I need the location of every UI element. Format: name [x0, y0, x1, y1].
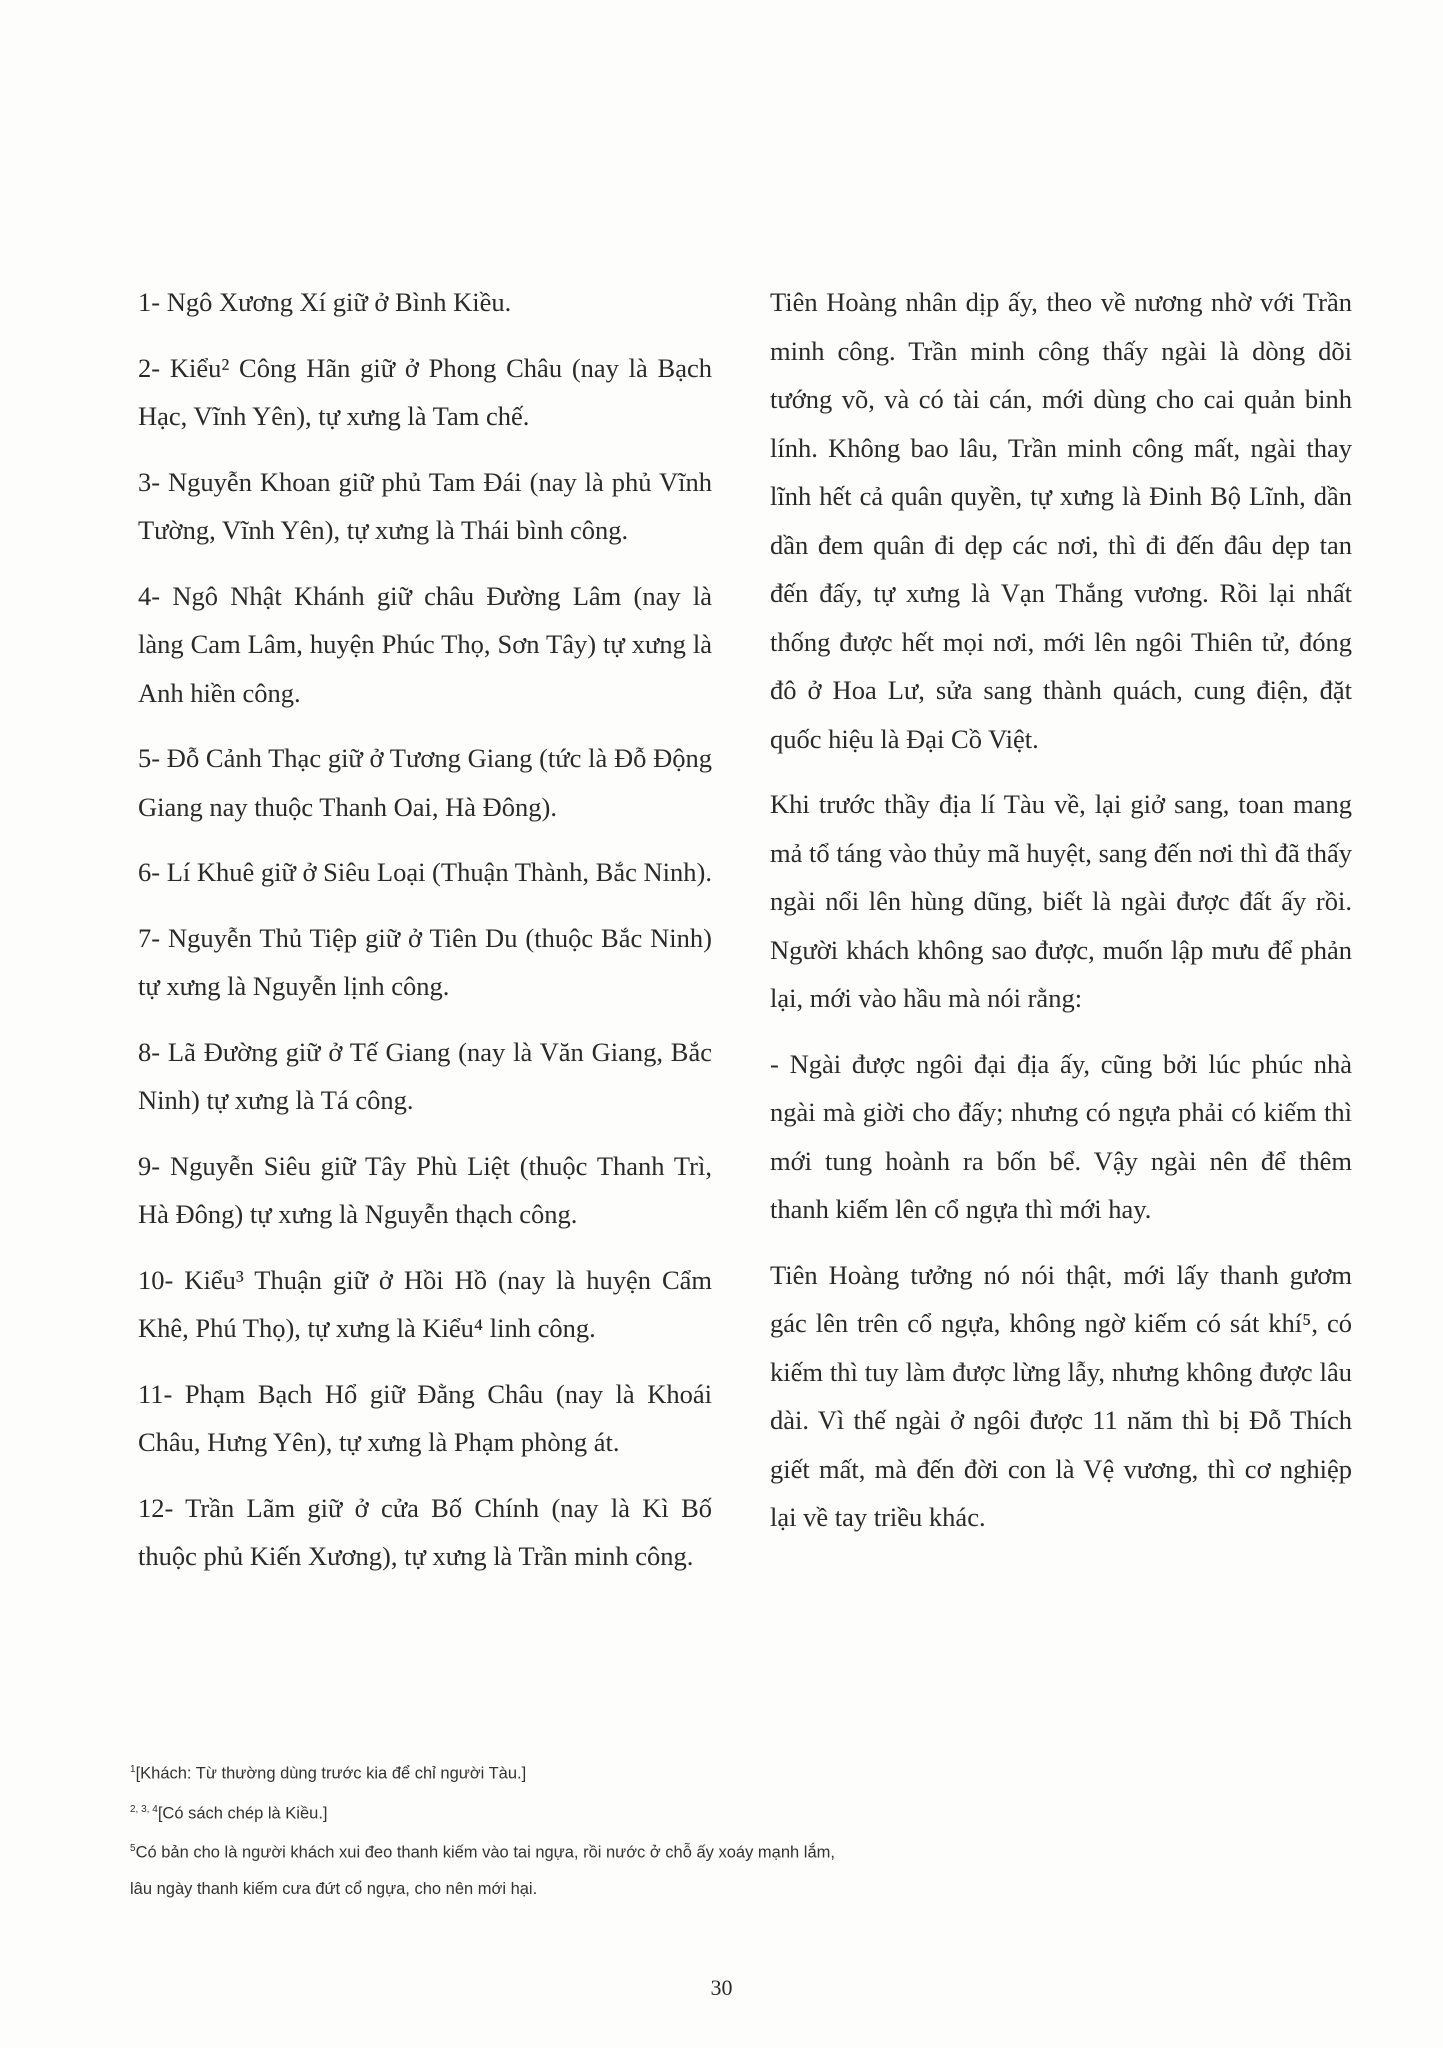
list-item: 10- Kiểu³ Thuận giữ ở Hồi Hồ (nay là huyện Cẩm Khê, Phú Thọ), tự xưng là Kiểu⁴ linh công. [138, 1264, 712, 1343]
list-item: 12- Trần Lãm giữ ở cửa Bố Chính (nay là Kì Bố thuộc phủ Kiến Xương), tự xưng là Trần minh công. [138, 1492, 712, 1571]
list-item: 11- Phạm Bạch Hổ giữ Đằng Châu (nay là Khoái Châu, Hưng Yên), tự xưng là Phạm phòng át. [138, 1378, 712, 1457]
list-item: 8- Lã Đường giữ ở Tế Giang (nay là Văn Giang, Bắc Ninh) tự xưng là Tá công. [138, 1036, 712, 1115]
footnote-text: [Khách: Từ thường dùng trước kia để chỉ người Tàu.] [135, 1764, 527, 1783]
page-number: 30 [710, 1975, 733, 2000]
footnote-mark: 5 [130, 1843, 136, 1854]
footnote-text: lâu ngày thanh kiếm cưa đứt cổ ngựa, cho nên mới hại. [130, 1879, 538, 1898]
footnote-text: Có bản cho là người khách xui đeo thanh kiếm vào tai ngựa, rồi nước ở chỗ ấy xoáy mạnh lắm, [135, 1843, 835, 1862]
footnote-mark: 1 [130, 1764, 136, 1775]
list-item: 4- Ngô Nhật Khánh giữ châu Đường Lâm (nay là làng Cam Lâm, huyện Phúc Thọ, Sơn Tây) tự xưng là Anh hiền công. [138, 580, 712, 708]
list-item: 2- Kiểu² Công Hãn giữ ở Phong Châu (nay là Bạch Hạc, Vĩnh Yên), tự xưng là Tam chế. [138, 352, 712, 431]
list-item: 5- Đỗ Cảnh Thạc giữ ở Tương Giang (tức là Đỗ Động Giang nay thuộc Thanh Oai, Hà Đông). [138, 743, 712, 822]
paragraph: Khi trước thầy địa lí Tàu về, lại giở sang, toan mang mả tổ táng vào thủy mã huyệt, sang đến nơi thì đã thấy ngài nổi lên hùng dũng, biết là ngài được đất ấy rồi. Người khách không sao được, muốn lập mưu để phản lại, mới vào hầu mà nói rằng: [770, 789, 1352, 1013]
footnote [130, 1792, 1030, 1832]
footnote-text: [Có sách chép là Kiều.] [157, 1804, 328, 1822]
list-item: 9- Nguyễn Siêu giữ Tây Phù Liệt (thuộc Thanh Trì, Hà Đông) tự xưng là Nguyễn thạch công. [138, 1150, 712, 1229]
footnote [130, 1831, 1030, 1871]
list-item: 1- Ngô Xương Xí giữ ở Bình Kiều. [138, 287, 512, 317]
left-column [138, 278, 712, 1598]
footnote-continuation [130, 1871, 1030, 1907]
list-item: 7- Nguyễn Thủ Tiệp giữ ở Tiên Du (thuộc Bắc Ninh) tự xưng là Nguyễn lịnh công. [138, 922, 712, 1001]
footnotes [130, 1752, 1030, 1907]
footnote-mark: 2, 3, 4 [130, 1803, 158, 1815]
footnote [130, 1752, 1030, 1792]
paragraph: - Ngài được ngôi đại địa ấy, cũng bởi lúc phúc nhà ngài mà giời cho đấy; nhưng có ngựa phải có kiếm thì mới tung hoành ra bốn bể. Vậy ngài nên để thêm thanh kiếm lên cổ ngựa thì mới hay. [770, 1048, 1352, 1224]
paragraph: Tiên Hoàng tưởng nó nói thật, mới lấy thanh gươm gác lên trên cổ ngựa, không ngờ kiếm có sát khí⁵, có kiếm thì tuy làm được lừng lẫy, nhưng không được lâu dài. Vì thế ngài ở ngôi được 11 năm thì bị Đỗ Thích giết mất, mà đến đời con là Vệ vương, thì cơ nghiệp lại về tay triều khác. [770, 1259, 1352, 1532]
list-item: 3- Nguyễn Khoan giữ phủ Tam Đái (nay là phủ Vĩnh Tường, Vĩnh Yên), tự xưng là Thái bình công. [138, 466, 712, 545]
right-column [770, 278, 1352, 1559]
paragraph: Tiên Hoàng nhân dịp ấy, theo về nương nhờ với Trần minh công. Trần minh công thấy ngài là dòng dõi tướng võ, và có tài cán, mới dùng cho cai quản binh lính. Không bao lâu, Trần minh công mất, ngài thay lĩnh hết cả quân quyền, tự xưng là Đinh Bộ Lĩnh, dần dần đem quân đi dẹp các nơi, thì đi đến đâu dẹp tan đến đấy, tự xưng là Vạn Thắng vương. Rồi lại nhất thống được hết mọi nơi, mới lên ngôi Thiên tử, đóng đô ở Hoa Lư, sửa sang thành quách, cung điện, đặt quốc hiệu là Đại Cồ Việt. [770, 287, 1352, 754]
list-item: 6- Lí Khuê giữ ở Siêu Loại (Thuận Thành, Bắc Ninh). [138, 857, 712, 887]
